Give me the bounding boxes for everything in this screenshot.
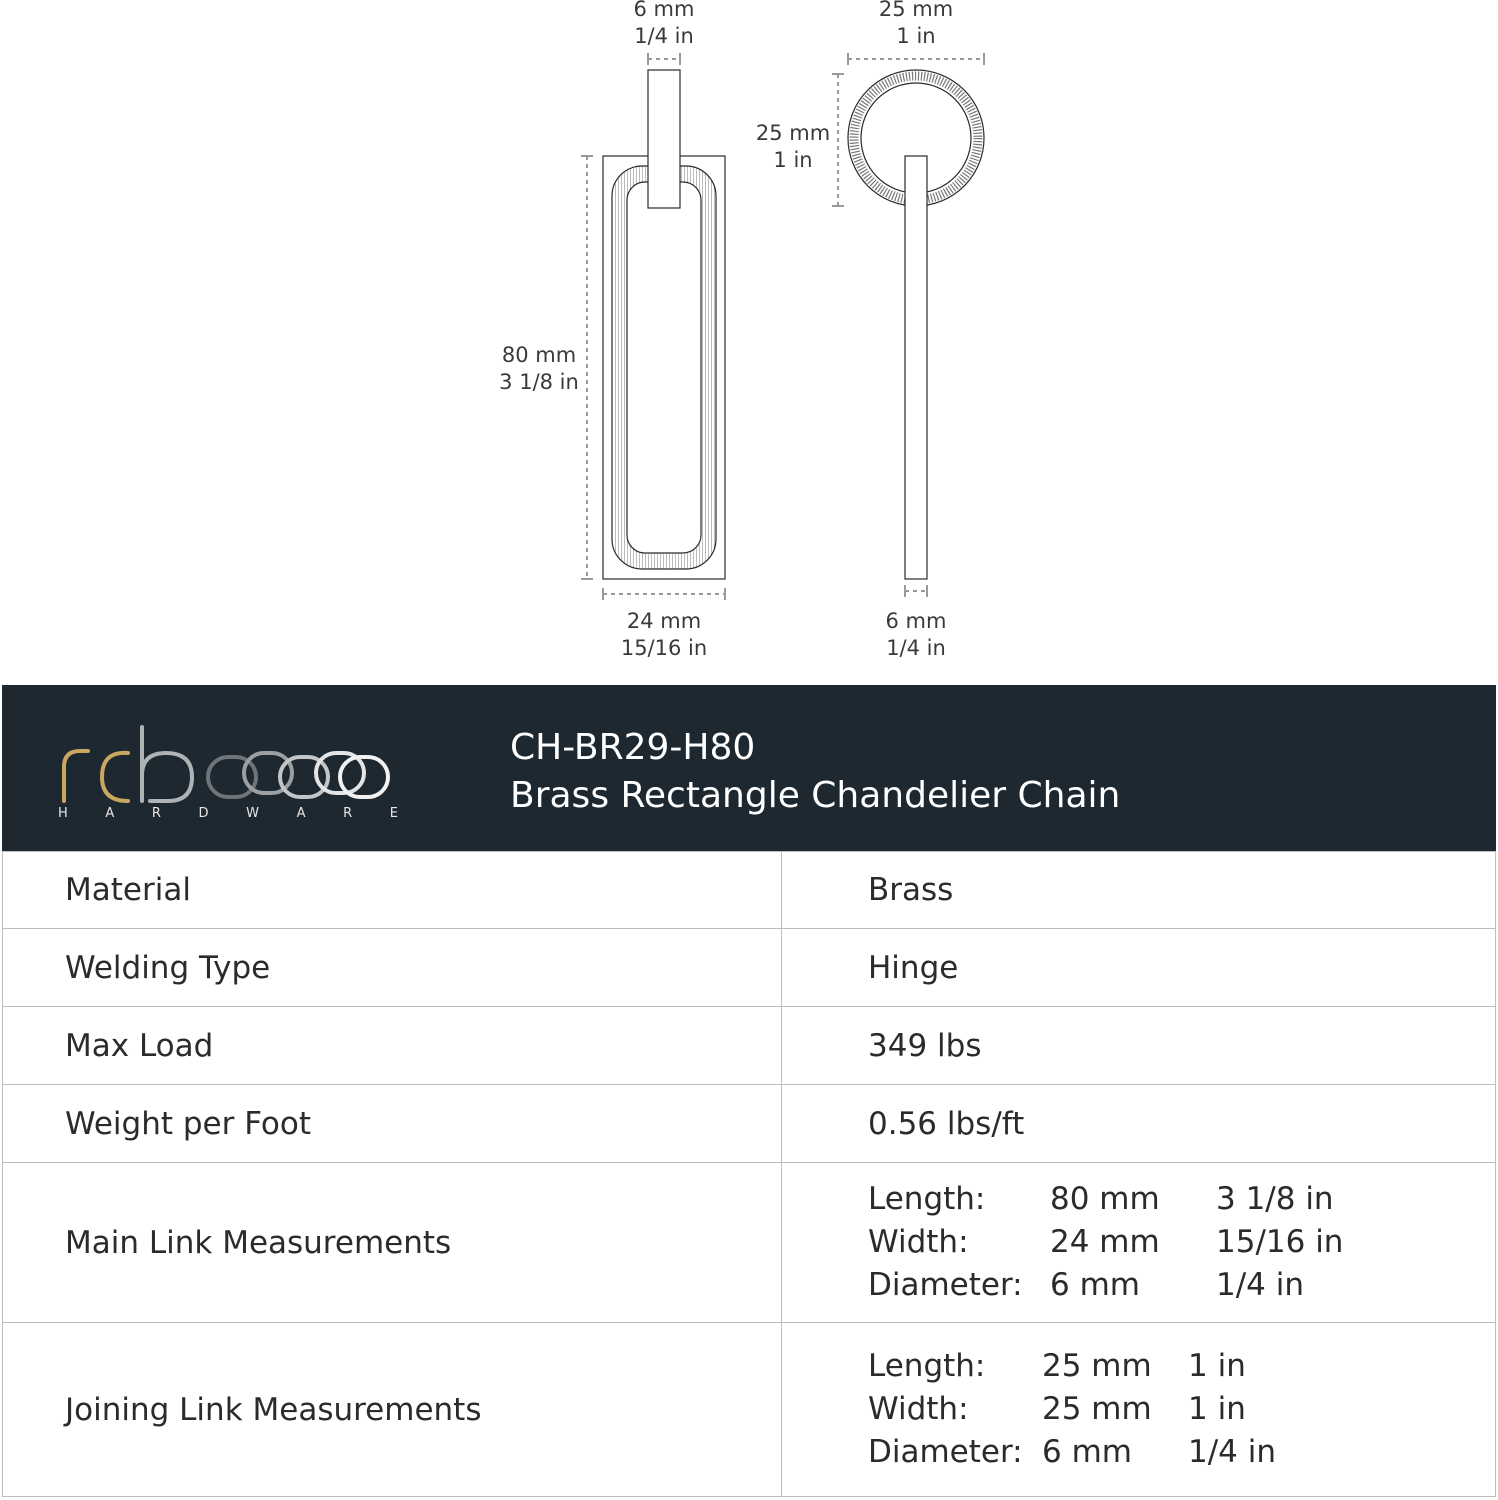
spec-label: Joining Link Measurements <box>3 1323 782 1497</box>
main-link-measurements: Length: 80 mm 3 1/8 in Width: 24 mm 15/16 in Diameter: 6 mm 1/4 in <box>868 1181 1344 1303</box>
main-link-height-label: 80 mm 3 1/8 in <box>499 343 579 394</box>
joining-link-top-width-label: 25 mm 1 in <box>878 0 954 48</box>
joining-link-measurements: Length: 25 mm 1 in Width: 25 mm 1 in Diameter: 6 mm 1/4 in <box>868 1348 1277 1470</box>
spec-value <box>782 1163 1496 1323</box>
main-link-bottom-width-label: 24 mm 15/16 in <box>620 609 708 660</box>
logo-subtitle: H A R D W A R E <box>58 806 398 821</box>
main-link-top-width-label: 6 mm 1/4 in <box>633 0 695 48</box>
table-row <box>3 1163 1496 1323</box>
spec-label: Material <box>3 852 782 929</box>
specs-table <box>2 851 1496 1497</box>
technical-drawing <box>0 0 1498 685</box>
joining-link-drawing <box>848 70 984 579</box>
table-row <box>3 852 1496 929</box>
product-sku: CH-BR29-H80 <box>510 727 756 768</box>
spec-value: 0.56 lbs/ft <box>782 1085 1496 1163</box>
spec-value: Brass <box>782 852 1496 929</box>
spec-label: Welding Type <box>3 929 782 1007</box>
product-title <box>510 724 1120 820</box>
product-name: Brass Rectangle Chandelier Chain <box>510 775 1121 816</box>
table-row <box>3 929 1496 1007</box>
main-link-drawing <box>603 70 725 579</box>
spec-value: 349 lbs <box>782 1007 1496 1085</box>
joining-link-bottom-width-label: 6 mm 1/4 in <box>885 609 947 660</box>
table-row <box>3 1085 1496 1163</box>
spec-label: Max Load <box>3 1007 782 1085</box>
spec-value <box>782 1323 1496 1497</box>
spec-label: Weight per Foot <box>3 1085 782 1163</box>
spec-label: Main Link Measurements <box>3 1163 782 1323</box>
joining-link-height-label: 25 mm 1 in <box>755 121 831 172</box>
spec-value: Hinge <box>782 929 1496 1007</box>
table-row <box>3 1323 1496 1497</box>
table-row <box>3 1007 1496 1085</box>
link-drawing-svg <box>0 0 1498 685</box>
